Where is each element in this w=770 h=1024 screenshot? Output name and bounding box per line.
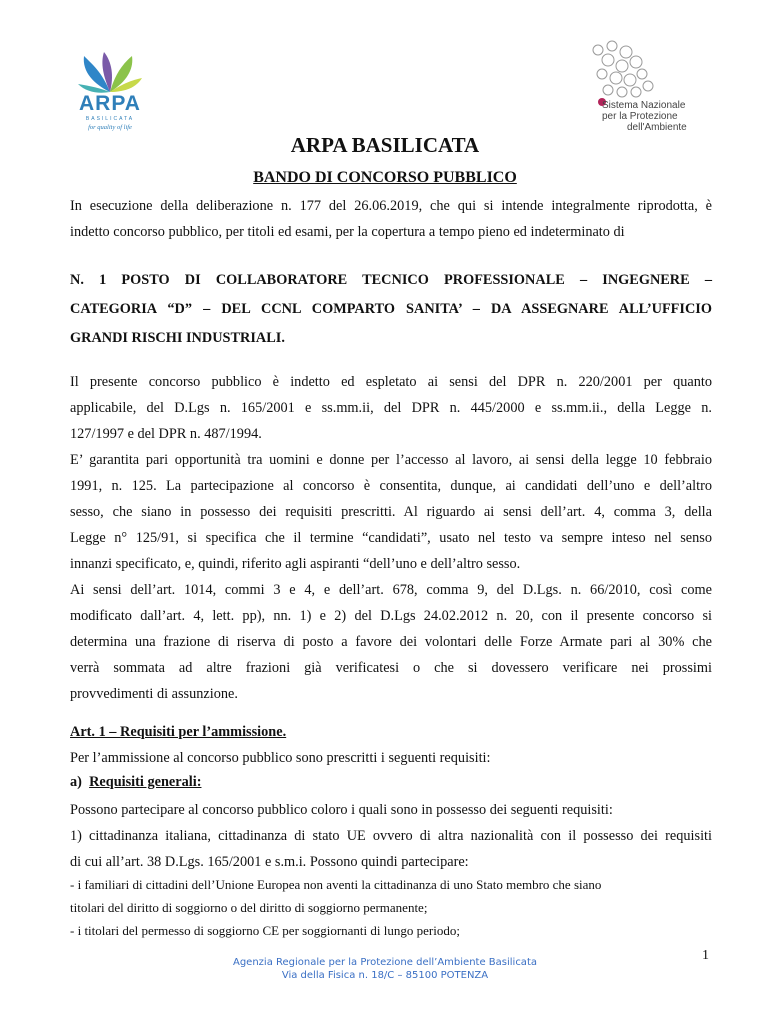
footer-address: Via della Fisica n. 18/C – 85100 POTENZA — [281, 970, 489, 981]
body-line: Ai sensi dell’art. 1014, commi 3 e 4, e dell’art. 678, comma 9, del D.Lgs. n. 66/2010, così come — [70, 582, 712, 598]
post-description — [70, 266, 712, 353]
requisiti-list — [70, 873, 712, 942]
body-line: E’ garantita pari opportunità tra uomini e donne per l’accesso al lavoro, ai sensi della legge 10 febbraio — [70, 452, 712, 468]
post-line: N. 1 POSTO DI COLLABORATORE TECNICO PROFESSIONALE – INGEGNERE – — [70, 272, 712, 288]
article-1-heading: Art. 1 – Requisiti per l’ammissione. — [70, 724, 287, 740]
arpa-logo-subtitle: BASILICATA — [85, 116, 135, 122]
body-paragraphs — [70, 369, 712, 707]
body-line: verrà sommata ad altre frazioni già verificatesi o che si dovessero verificare nei prossimi — [70, 660, 712, 676]
requisiti-generali-label: a) — [70, 774, 82, 790]
body-line: sesso, che siano in possesso dei requisiti prescritti. Al riguardo ai sensi dell’art. 4, comma 3, della — [70, 504, 712, 520]
requisiti-list-item: - i familiari di cittadini dell’Unione Europea non aventi la cittadinanza di uno Stato membro che siano — [70, 877, 602, 892]
body-line: applicabile, del D.Lgs n. 165/2001 e ss.mm.ii, del DPR n. 445/2000 e ss.mm.ii., della Legge n. — [70, 400, 712, 416]
requisiti-line: 1) cittadinanza italiana, cittadinanza di stato UE ovvero di altra nazionalità con il possesso dei requisiti — [70, 828, 712, 844]
arpa-leaf-icon — [74, 50, 146, 94]
arpa-logo — [70, 50, 150, 135]
requisiti-list-item: - i titolari del permesso di soggiorno CE per soggiornanti di lungo periodo; — [70, 923, 460, 938]
intro-paragraph — [70, 193, 712, 245]
footer-agency: Agenzia Regionale per la Protezione dell’Ambiente Basilicata — [232, 957, 537, 968]
body-line: Il presente concorso pubblico è indetto ed espletato ai sensi del DPR n. 220/2001 per quanto — [70, 374, 712, 390]
arpa-logo-word: ARPA — [79, 92, 141, 115]
page-subtitle: BANDO DI CONCORSO PUBBLICO — [253, 169, 517, 186]
body-line: Legge n° 125/91, si specifica che il termine “candidati”, usato nel testo va sempre inteso nel senso — [70, 530, 712, 546]
page-title: ARPA BASILICATA — [290, 133, 480, 157]
body-line: determina una frazione di riserva di posto a favore dei volontari delle Forze Armate pari al 30% che — [70, 634, 712, 650]
requisiti-paragraph — [70, 797, 712, 875]
article-1-intro — [70, 745, 712, 771]
requisiti-line: di cui all’art. 38 D.Lgs. 165/2001 e s.m.i. Possono quindi partecipare: — [70, 854, 469, 870]
intro-line: indetto concorso pubblico, per titoli ed esami, per la copertura a tempo pieno ed indeterminato di — [70, 224, 625, 240]
requisiti-list-item: titolari del diritto di soggiorno o del diritto di soggiorno permanente; — [70, 900, 428, 915]
post-line: GRANDI RISCHI INDUSTRIALI. — [70, 330, 285, 346]
requisiti-generali-title: Requisiti generali: — [89, 774, 202, 790]
body-line: 127/1997 e del DPR n. 487/1994. — [70, 426, 262, 442]
body-line: modificato dall’art. 4, lett. pp), nn. 1) e 2) del D.Lgs 24.02.2012 n. 20, con il presente concorso si — [70, 608, 712, 624]
post-line: CATEGORIA “D” – DEL CCNL COMPARTO SANITA’ – DA ASSEGNARE ALL’UFFICIO — [70, 301, 712, 317]
body-line: provvedimenti di assunzione. — [70, 686, 238, 702]
snpa-line-2: per la Protezione — [602, 111, 678, 122]
snpa-line-1: Sistema Nazionale — [602, 100, 686, 111]
requisiti-line: Possono partecipare al concorso pubblico coloro i quali sono in possesso dei seguenti requisiti: — [70, 802, 613, 818]
article-1-intro-line: Per l’ammissione al concorso pubblico sono prescritti i seguenti requisiti: — [70, 750, 491, 766]
requisiti-generali-heading — [70, 774, 201, 791]
intro-line: In esecuzione della deliberazione n. 177 del 26.06.2019, che qui si intende integralmente riprodotta, è — [70, 198, 712, 214]
page-footer — [0, 956, 770, 982]
snpa-line-3: dell'Ambiente — [627, 122, 687, 133]
body-line: innanzi specificato, e, quindi, riferito agli aspiranti “dell’uno e dell’altro sesso. — [70, 556, 521, 572]
snpa-logo-text — [602, 100, 712, 133]
body-line: 1991, n. 125. La partecipazione al concorso è consentita, dunque, ai candidati dell’uno e dell’altro — [70, 478, 712, 494]
arpa-logo-tagline: for quality of life — [88, 124, 132, 131]
page-number: 1 — [702, 948, 709, 963]
snpa-logo — [582, 40, 722, 135]
